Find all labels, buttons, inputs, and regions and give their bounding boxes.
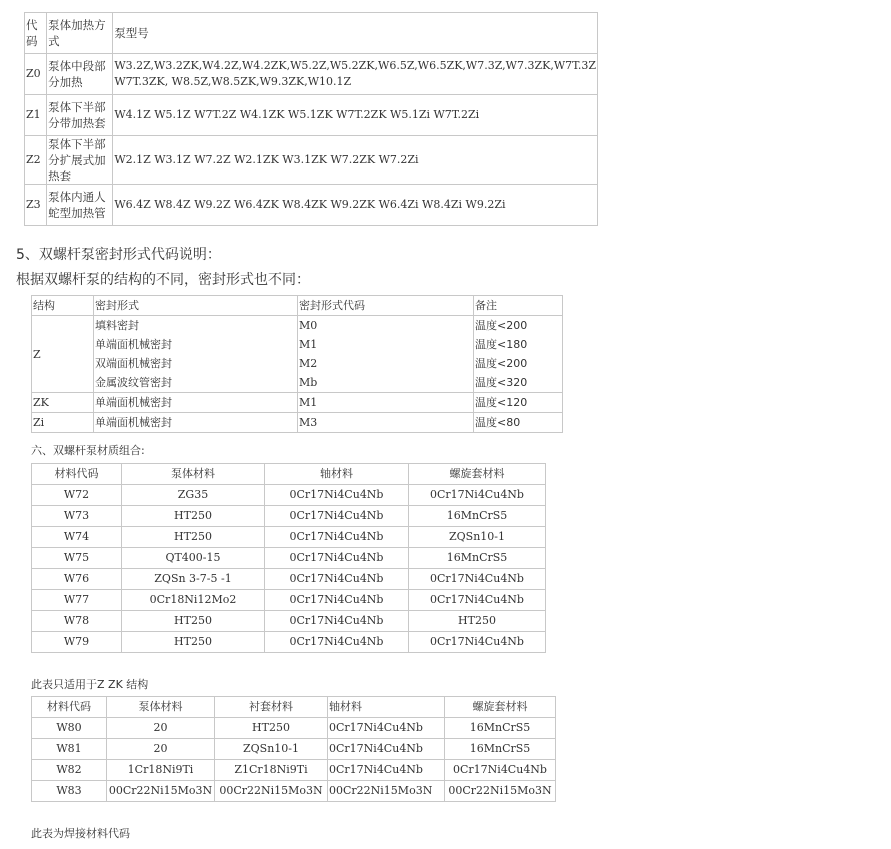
row-notes: 温度<80: [474, 413, 563, 433]
header-remark: 备注: [474, 296, 563, 316]
table-row: [32, 548, 546, 569]
cell: 16MnCrS5: [445, 718, 556, 739]
cell: QT400-15: [122, 548, 265, 569]
cell: ZG35: [122, 485, 265, 506]
seal-item: 双端面机械密封: [95, 357, 172, 370]
row-models: W3.2Z,W3.2ZK,W4.2Z,W4.2ZK,W5.2Z,W5.2ZK,W6.5Z,W6.5ZK,W7.3Z,W7.3ZK,W7T.3Z W7T.3ZK, W8.5Z,W8.5ZK,W9.3ZK,W10.1Z: [113, 54, 598, 95]
cell: W82: [32, 760, 107, 781]
header-structure: 结构: [32, 296, 94, 316]
row-seals: [94, 316, 298, 393]
table-row: [32, 413, 563, 433]
cell: 16MnCrS5: [409, 548, 546, 569]
table-row: [32, 393, 563, 413]
seal-item: 单端面机械密封: [95, 338, 172, 351]
header-shaft-material: 轴材料: [265, 464, 409, 485]
row-models: W2.1Z W3.1Z W7.2Z W2.1ZK W3.1ZK W7.2ZK W7.2Zi: [113, 136, 598, 185]
note-welding-codes: 此表为焊接材料代码: [31, 827, 130, 840]
table-row: [32, 590, 546, 611]
header-seal-form: 密封形式: [94, 296, 298, 316]
table-header-row: [32, 697, 556, 718]
table-row: [25, 54, 598, 95]
cell: 20: [107, 718, 215, 739]
seal-form-table: [31, 295, 563, 433]
cell: 16MnCrS5: [409, 506, 546, 527]
cell: W75: [32, 548, 122, 569]
cell: W80: [32, 718, 107, 739]
cell: HT250: [215, 718, 328, 739]
code-item: M2: [299, 357, 318, 370]
cell: 0Cr17Ni4Cu4Nb: [328, 739, 445, 760]
cell: 0Cr17Ni4Cu4Nb: [409, 632, 546, 653]
header-sleeve-material: 螺旋套材料: [409, 464, 546, 485]
cell: 0Cr17Ni4Cu4Nb: [328, 760, 445, 781]
header-pump-model: 泵型号: [113, 13, 598, 54]
note-item: 温度<320: [475, 376, 528, 389]
section5-title: 5、双螺杆泵密封形式代码说明：: [16, 247, 221, 263]
cell: W76: [32, 569, 122, 590]
cell: HT250: [122, 527, 265, 548]
row-code: Z3: [25, 185, 47, 226]
row-method: 泵体下半部分扩展式加热套: [47, 136, 113, 185]
cell: 0Cr17Ni4Cu4Nb: [445, 760, 556, 781]
cell: 0Cr17Ni4Cu4Nb: [409, 485, 546, 506]
code-item: M0: [299, 319, 318, 332]
table-row: [32, 760, 556, 781]
heating-method-table: [24, 12, 598, 226]
row-structure: Zi: [32, 413, 94, 433]
cell: 16MnCrS5: [445, 739, 556, 760]
row-code: Z0: [25, 54, 47, 95]
cell: 0Cr17Ni4Cu4Nb: [265, 527, 409, 548]
cell: 0Cr17Ni4Cu4Nb: [265, 506, 409, 527]
cell: 00Cr22Ni15Mo3N: [215, 781, 328, 802]
table-row: [25, 185, 598, 226]
header-sleeve-material: 螺旋套材料: [445, 697, 556, 718]
table-row: [32, 632, 546, 653]
cell: HT250: [122, 506, 265, 527]
cell: 0Cr18Ni12Mo2: [122, 590, 265, 611]
header-heating-method: 泵体加热方式: [47, 13, 113, 54]
row-codes: [298, 316, 474, 393]
cell: 0Cr17Ni4Cu4Nb: [265, 611, 409, 632]
row-notes: [474, 316, 563, 393]
table-row: [32, 781, 556, 802]
welding-material-table: [31, 696, 556, 802]
header-code: 代码: [25, 13, 47, 54]
cell: 00Cr22Ni15Mo3N: [445, 781, 556, 802]
table-header-row: [32, 296, 563, 316]
row-method: 泵体内通人蛇型加热管: [47, 185, 113, 226]
table-row: [32, 316, 563, 393]
header-material-code: 材料代码: [32, 464, 122, 485]
note-item: 温度<180: [475, 338, 528, 351]
note-zzk-only: 此表只适用于Z ZK 结构: [31, 678, 149, 691]
cell: W81: [32, 739, 107, 760]
note-item: 温度<200: [475, 319, 528, 332]
cell: 0Cr17Ni4Cu4Nb: [265, 632, 409, 653]
material-table: [31, 463, 546, 653]
cell: 20: [107, 739, 215, 760]
cell: 0Cr17Ni4Cu4Nb: [265, 569, 409, 590]
row-structure: Z: [32, 316, 94, 393]
header-shaft-material: 轴材料: [328, 697, 445, 718]
cell: HT250: [409, 611, 546, 632]
table-row: [32, 739, 556, 760]
cell: W79: [32, 632, 122, 653]
table-header-row: [25, 13, 598, 54]
cell: 0Cr17Ni4Cu4Nb: [409, 569, 546, 590]
cell: 0Cr17Ni4Cu4Nb: [265, 485, 409, 506]
cell: 0Cr17Ni4Cu4Nb: [265, 590, 409, 611]
table-row: [32, 611, 546, 632]
table-row: [32, 485, 546, 506]
header-body-material: 泵体材料: [107, 697, 215, 718]
cell: W78: [32, 611, 122, 632]
cell: 00Cr22Ni15Mo3N: [328, 781, 445, 802]
cell: W72: [32, 485, 122, 506]
cell: W83: [32, 781, 107, 802]
row-code: Z2: [25, 136, 47, 185]
cell: 0Cr17Ni4Cu4Nb: [328, 718, 445, 739]
header-body-material: 泵体材料: [122, 464, 265, 485]
table-row: [32, 569, 546, 590]
cell: W73: [32, 506, 122, 527]
row-method: 泵体中段部分加热: [47, 54, 113, 95]
code-item: M1: [299, 338, 318, 351]
row-code: Z1: [25, 95, 47, 136]
table-row: [25, 95, 598, 136]
section6-title: 六、双螺杆泵材质组合:: [31, 444, 145, 457]
table-row: [25, 136, 598, 185]
row-codes: M3: [298, 413, 474, 433]
cell: W74: [32, 527, 122, 548]
header-seal-code: 密封形式代码: [298, 296, 474, 316]
cell: 0Cr17Ni4Cu4Nb: [265, 548, 409, 569]
row-models: W4.1Z W5.1Z W7T.2Z W4.1ZK W5.1ZK W7T.2ZK W5.1Zi W7T.2Zi: [113, 95, 598, 136]
row-structure: ZK: [32, 393, 94, 413]
row-seals: 单端面机械密封: [94, 413, 298, 433]
header-material-code: 材料代码: [32, 697, 107, 718]
row-seals: 单端面机械密封: [94, 393, 298, 413]
cell: HT250: [122, 632, 265, 653]
row-codes: M1: [298, 393, 474, 413]
seal-item: 填料密封: [95, 319, 139, 332]
cell: 0Cr17Ni4Cu4Nb: [409, 590, 546, 611]
cell: Z1Cr18Ni9Ti: [215, 760, 328, 781]
note-item: 温度<200: [475, 357, 528, 370]
code-item: Mb: [299, 376, 318, 389]
row-notes: 温度<120: [474, 393, 563, 413]
cell: ZQSn10-1: [409, 527, 546, 548]
table-row: [32, 506, 546, 527]
table-header-row: [32, 464, 546, 485]
section5-subtitle: 根据双螺杆泵的结构的不同，密封形式也不同：: [16, 272, 310, 288]
cell: ZQSn10-1: [215, 739, 328, 760]
cell: 00Cr22Ni15Mo3N: [107, 781, 215, 802]
table-row: [32, 718, 556, 739]
cell: ZQSn 3-7-5 -1: [122, 569, 265, 590]
row-models: W6.4Z W8.4Z W9.2Z W6.4ZK W8.4ZK W9.2ZK W6.4Zi W8.4Zi W9.2Zi: [113, 185, 598, 226]
header-bushing-material: 衬套材料: [215, 697, 328, 718]
cell: W77: [32, 590, 122, 611]
row-method: 泵体下半部分带加热套: [47, 95, 113, 136]
cell: 1Cr18Ni9Ti: [107, 760, 215, 781]
cell: HT250: [122, 611, 265, 632]
table-row: [32, 527, 546, 548]
seal-item: 金属波纹管密封: [95, 376, 172, 389]
